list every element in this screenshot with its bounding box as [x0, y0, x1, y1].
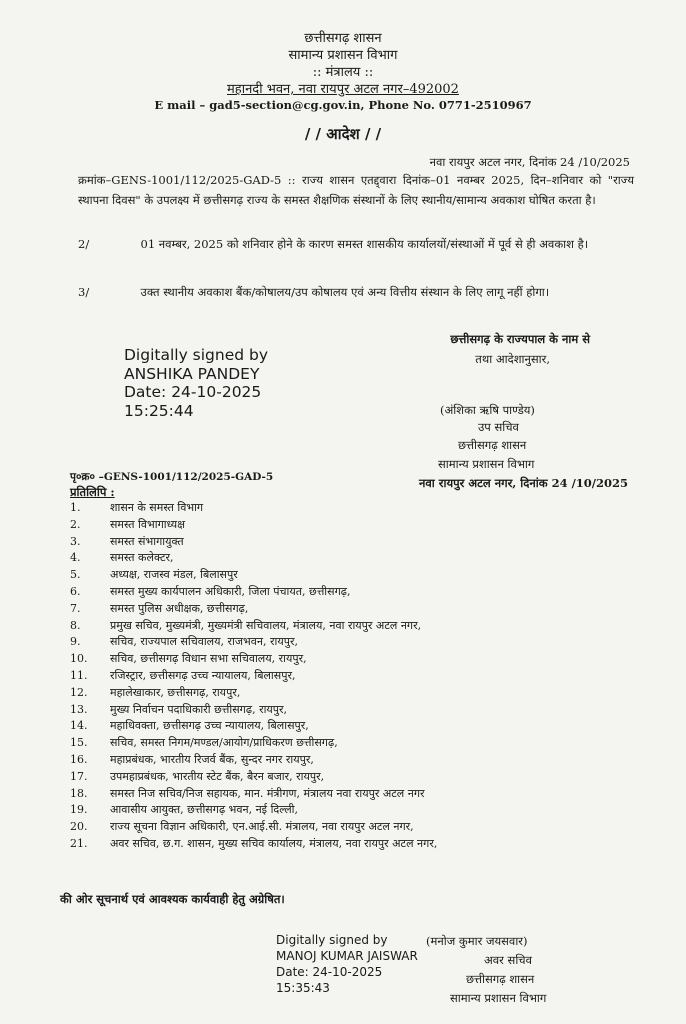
list-item-text: समस्त कलेक्टर, [110, 551, 174, 565]
list-item-text: प्रमुख सचिव, मुख्यमंत्री, मुख्यमंत्री सचिवालय, मंत्रालय, नवा रायपुर अटल नगर, [110, 618, 422, 632]
paragraph-2-text: 01 नवम्बर, 2025 को शनिवार होने के कारण समस्त शासकीय कार्यालयों/संस्थाओं में पूर्व से ही अवकाश है। [140, 237, 589, 251]
list-item-text: समस्त मुख्य कार्यपालन अधिकारी, जिला पंचायत, छत्तीसगढ़, [110, 584, 351, 598]
list-item [70, 567, 670, 584]
list-item-number: 16. [70, 752, 88, 766]
digital-signature-1 [124, 346, 268, 420]
signatory-1-name: (अंशिका ऋषि पाण्डेय) [440, 403, 535, 417]
list-item [70, 534, 670, 551]
list-item-text: सचिव, समस्त निगम/मण्डल/आयोग/प्राधिकरण छत्तीसगढ़, [110, 736, 338, 750]
list-item [70, 550, 670, 567]
list-item [70, 836, 670, 853]
list-item-text: सचिव, छत्तीसगढ़ विधान सभा सचिवालय, रायपुर, [110, 652, 307, 666]
signature-2-time: 15:35:43 [276, 981, 330, 995]
paragraph-2-number: 2/ [78, 237, 90, 251]
list-item [70, 634, 670, 651]
list-item-number: 19. [70, 803, 88, 817]
list-item [70, 735, 670, 752]
list-item-text: रजिस्ट्रार, छत्तीसगढ़ उच्च न्यायालय, बिलासपुर, [110, 668, 296, 682]
list-item [70, 702, 670, 719]
signature-1-label: Digitally signed by [124, 346, 269, 364]
list-item [70, 769, 670, 786]
authority-line-2: तथा आदेशानुसार, [475, 352, 550, 366]
order-date: नवा रायपुर अटल नगर, दिनांक 24 /10/2025 [429, 155, 630, 169]
list-item-text: महाधिवक्ता, छत्तीसगढ़ उच्च न्यायालय, बिलासपुर, [110, 719, 309, 733]
signature-2-label: Digitally signed by [276, 933, 388, 947]
list-item-number: 7. [70, 601, 81, 615]
signatory-2-dept: सामान्य प्रशासन विभाग [450, 991, 547, 1005]
paragraph-3-number: 3/ [78, 285, 90, 299]
signature-2-date: Date: 24-10-2025 [276, 965, 383, 979]
signature-1-time: 15:25:44 [124, 401, 194, 420]
list-item-number: 3. [70, 534, 81, 548]
order-paragraph-1: क्रमांक–GENS-1001/112/2025-GAD-5 :: राज्य शासन एतद्द्वारा दिनांक–01 नवम्बर 2025, दिन–शनिवार को "राज्य स्थापना दिवस" के उपलक्ष्य में छत्तीसगढ़ राज्य के समस्त शैक्षणिक संस्थानों के लिए स्थानीय/सामान्य अवकाश घोषित करता है। [78, 173, 634, 207]
list-item [70, 752, 670, 769]
list-item-number: 18. [70, 786, 88, 800]
list-item-number: 12. [70, 685, 88, 699]
list-item-text: उपमहाप्रबंधक, भारतीय स्टेट बैंक, बैरन बजार, रायपुर, [110, 769, 325, 783]
list-item [70, 802, 670, 819]
copy-to-label: प्रतिलिपि : [70, 485, 115, 499]
list-item-number: 14. [70, 719, 88, 733]
list-item-text: समस्त पुलिस अधीक्षक, छत्तीसगढ़, [110, 601, 249, 615]
list-item-text: सचिव, राज्यपाल सचिवालय, राजभवन, रायपुर, [110, 635, 298, 649]
list-item-number: 13. [70, 702, 88, 716]
header-address: महानदी भवन, नवा रायपुर अटल नगर–492002 [227, 82, 459, 97]
list-item [70, 668, 670, 685]
signature-1-name: ANSHIKA PANDEY [124, 364, 260, 383]
list-item [70, 584, 670, 601]
order-title: / / आदेश / / [304, 125, 382, 143]
list-item-number: 21. [70, 836, 88, 850]
list-item-number: 11. [70, 668, 88, 682]
list-item-number: 17. [70, 769, 88, 783]
list-item [70, 786, 670, 803]
list-item-text: समस्त संभागायुक्त [110, 534, 184, 548]
list-item-number: 6. [70, 584, 81, 598]
list-item [70, 651, 670, 668]
list-item-text: आवासीय आयुक्त, छत्तीसगढ़ भवन, नई दिल्ली, [110, 803, 299, 817]
list-item-text: अध्यक्ष, राजस्व मंडल, बिलासपुर [110, 568, 238, 582]
signature-2-name: MANOJ KUMAR JAISWAR [276, 949, 418, 963]
list-item [70, 601, 670, 618]
list-item [70, 718, 670, 735]
signature-1-date: Date: 24-10-2025 [124, 383, 262, 401]
list-item-text: महाप्रबंधक, भारतीय रिजर्व बैंक, सुन्दर नगर रायपुर, [110, 752, 314, 766]
endorsement-ref: पृ०क्र० –GENS-1001/112/2025-GAD-5 [70, 471, 274, 483]
list-item-number: 8. [70, 618, 81, 632]
header-contact: E mail – gad5-section@cg.gov.in, Phone No. 0771-2510967 [154, 98, 532, 112]
list-item-number: 2. [70, 517, 81, 531]
header-ministry: :: मंत्रालय :: [312, 65, 374, 80]
signatory-1-govt: छत्तीसगढ़ शासन [458, 438, 527, 452]
list-item-number: 9. [70, 635, 81, 649]
list-item-number: 5. [70, 568, 81, 582]
signatory-1-dept: सामान्य प्रशासन विभाग [438, 457, 535, 471]
digital-signature-2 [276, 932, 418, 996]
signatory-1-date: नवा रायपुर अटल नगर, दिनांक 24 /10/2025 [419, 476, 628, 490]
header-dept: सामान्य प्रशासन विभाग [288, 48, 398, 63]
list-item-text: शासन के समस्त विभाग [110, 501, 204, 514]
list-item-number: 15. [70, 736, 88, 750]
order-paragraph-3 [78, 282, 634, 302]
list-item-text: समस्त निज सचिव/निज सहायक, मान. मंत्रीगण, मंत्रालय नवा रायपुर अटल नगर [110, 786, 425, 800]
signatory-1-designation: उप सचिव [478, 420, 519, 434]
header-govt: छत्तीसगढ़ शासन [304, 31, 382, 46]
list-item [70, 618, 670, 635]
order-paragraph-2 [78, 234, 634, 254]
list-item-text: मुख्य निर्वाचन पदाधिकारी छत्तीसगढ़, रायपुर, [110, 702, 288, 716]
signatory-2-govt: छत्तीसगढ़ शासन [466, 972, 535, 986]
authority-line-1: छत्तीसगढ़ के राज्यपाल के नाम से [450, 332, 590, 346]
list-item [70, 517, 670, 534]
list-item-number: 1. [70, 501, 81, 514]
list-item-text: महालेखाकार, छत्तीसगढ़, रायपुर, [110, 685, 241, 699]
list-item-text: राज्य सूचना विज्ञान अधिकारी, एन.आई.सी. मंत्रालय, नवा रायपुर अटल नगर, [110, 820, 414, 834]
list-item-text: समस्त विभागाध्यक्ष [110, 517, 186, 531]
paragraph-3-text: उक्त स्थानीय अवकाश बैंक/कोषालय/उप कोषालय एवं अन्य वित्तीय संस्थान के लिए लागू नहीं होगा। [140, 285, 550, 299]
list-item [70, 685, 670, 702]
signatory-2-name: (मनोज कुमार जयसवार) [426, 934, 528, 948]
recipient-list [70, 500, 670, 853]
closing-note: की ओर सूचनार्थ एवं आवश्यक कार्यवाही हेतु अग्रेषित। [60, 892, 285, 906]
list-item [70, 500, 670, 517]
list-item-text: अवर सचिव, छ.ग. शासन, मुख्य सचिव कार्यालय, मंत्रालय, नवा रायपुर अटल नगर, [110, 836, 438, 850]
list-item-number: 20. [70, 820, 88, 834]
list-item-number: 10. [70, 652, 88, 666]
signatory-2-designation: अवर सचिव [484, 953, 532, 967]
list-item [70, 819, 670, 836]
list-item-number: 4. [70, 551, 81, 565]
